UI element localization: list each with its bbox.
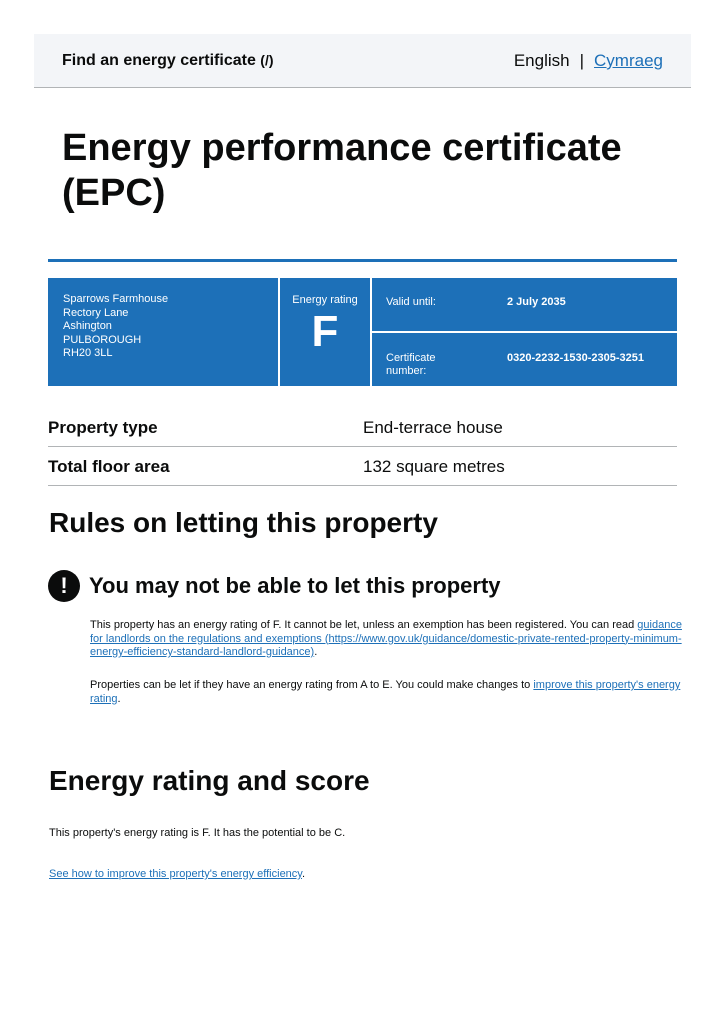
certificate-number-box bbox=[372, 333, 677, 386]
lang-english: English bbox=[513, 51, 570, 70]
warning-title: You may not be able to let this property bbox=[89, 573, 501, 598]
language-switcher bbox=[514, 51, 663, 71]
certificate-number-label bbox=[386, 352, 436, 378]
address-line: PULBOROUGH bbox=[63, 333, 142, 346]
address-line: RH20 3LL bbox=[63, 347, 113, 359]
site-header bbox=[34, 34, 691, 88]
certificate-number-value: 0320-2232-1530-2305-3251 bbox=[507, 352, 645, 364]
property-type-row bbox=[48, 408, 677, 447]
property-address bbox=[48, 278, 278, 386]
floor-area-value: 132 square metres bbox=[363, 457, 505, 476]
rating-rule-end: . bbox=[117, 692, 121, 705]
valid-until-label: Valid until: bbox=[386, 296, 436, 308]
improve-efficiency-end: . bbox=[301, 868, 306, 880]
lang-cymraeg-link[interactable]: Cymraeg bbox=[594, 51, 663, 70]
exemption-paragraph bbox=[90, 619, 682, 660]
epc-summary bbox=[48, 278, 677, 386]
warning-icon: ! bbox=[48, 570, 80, 602]
rules-heading: Rules on letting this property bbox=[49, 507, 438, 538]
service-name[interactable] bbox=[62, 52, 274, 70]
address-line: Ashington bbox=[63, 320, 112, 332]
address-line: Sparrows Farmhouse bbox=[63, 293, 169, 305]
improve-efficiency-paragraph bbox=[49, 868, 649, 882]
floor-area-key: Total floor area bbox=[48, 457, 170, 476]
address-line: Rectory Lane bbox=[63, 306, 129, 319]
floor-area-row bbox=[48, 447, 677, 486]
property-type-value: End-terrace house bbox=[363, 418, 503, 437]
property-type-key: Property type bbox=[48, 418, 158, 437]
service-name-label[interactable]: Find an energy certificate bbox=[62, 52, 256, 69]
exemption-end: . bbox=[314, 646, 318, 658]
energy-rating-box bbox=[280, 278, 370, 386]
rating-rule-text: Properties can be let if they have an energy rating from A to E. You could make changes to bbox=[90, 679, 534, 691]
energy-rating-value: F bbox=[311, 307, 339, 356]
property-details bbox=[48, 408, 677, 486]
section-divider bbox=[48, 259, 677, 262]
service-name-suffix: (/) bbox=[260, 52, 274, 68]
energy-rating-label: Energy rating bbox=[292, 294, 358, 306]
energy-rating-heading: Energy rating and score bbox=[49, 765, 370, 796]
lang-separator: | bbox=[579, 51, 585, 70]
landlord-guidance-link[interactable]: guidance for landlords on the regulations and exemptions (https://www.gov.uk/guidance/domestic-private-rented-property-minimum-energy-efficiency-standard-landlord-guidance) bbox=[90, 619, 682, 658]
exemption-text: This property has an energy rating of F. It cannot be let, unless an exemption has been registered. You can read bbox=[90, 619, 638, 631]
improve-efficiency-link[interactable]: See how to improve this property's energy efficiency bbox=[49, 868, 302, 880]
certificate-label-line2: number: bbox=[386, 365, 427, 377]
rating-rule-paragraph bbox=[90, 679, 682, 706]
page-title: Energy performance certificate (EPC) bbox=[62, 127, 622, 214]
improve-rating-link[interactable]: improve this property's energy rating bbox=[90, 679, 681, 705]
energy-rating-summary: This property's energy rating is F. It has the potential to be C. bbox=[49, 827, 346, 839]
certificate-label-line1: Certificate bbox=[386, 352, 436, 364]
valid-until-value: 2 July 2035 bbox=[507, 296, 566, 308]
valid-until-box bbox=[372, 278, 677, 331]
